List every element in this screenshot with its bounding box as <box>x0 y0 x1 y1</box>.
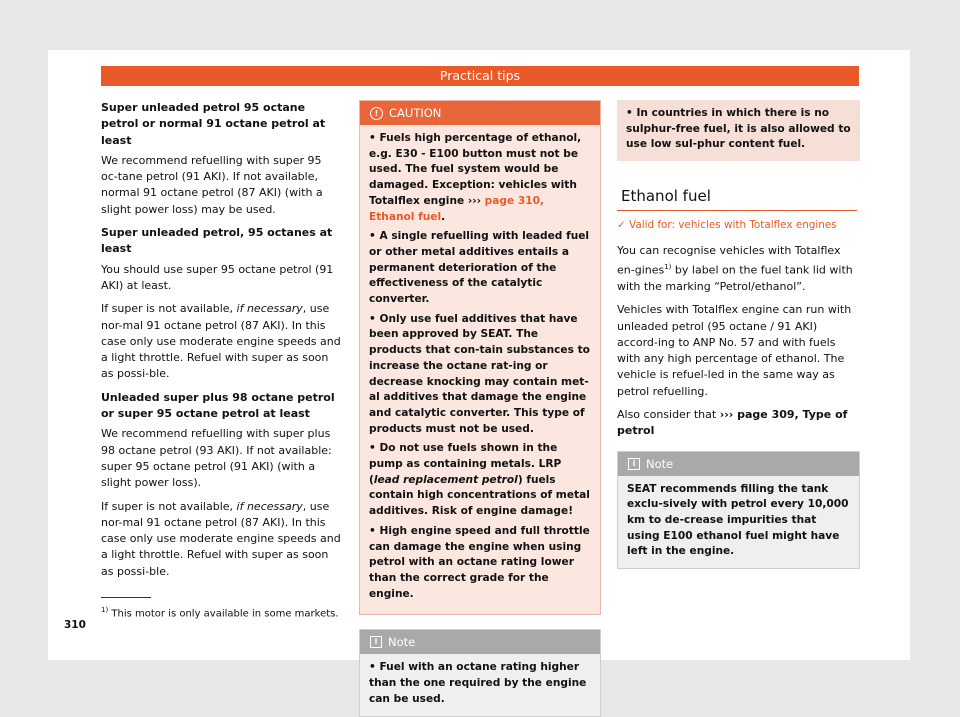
caution-box <box>359 100 601 615</box>
paragraph: If super is not available, if necessary, use nor-mal 91 octane petrol (87 AKI). In this case only use moderate engine speeds and a light throttle. Refuel with super as soon as possi-ble. <box>101 499 341 578</box>
warning-icon: ! <box>370 107 383 120</box>
note-box <box>617 451 860 570</box>
paragraph: If super is not available, if necessary, use nor-mal 91 octane petrol (87 AKI). In this case only use moderate engine speeds and a light throttle. Refuel with super as soon as possi-ble. <box>101 302 341 381</box>
info-icon: i <box>628 458 640 470</box>
paragraph: We recommend refuelling with super plus 98 octane petrol (93 AKI). If not available: super 95 octane petrol (91 AKI) (with a slight power loss). <box>101 427 332 490</box>
note-body: • Fuel with an octane rating higher than the one required by the engine can be used. <box>369 661 587 705</box>
caution-title: CAUTION <box>389 106 442 120</box>
column-middle <box>359 100 601 717</box>
section-title-ethanol-fuel: Ethanol fuel <box>621 187 711 206</box>
heading-super-95-or-91: Super unleaded petrol 95 octane petrol or normal 91 octane petrol at least <box>101 101 326 147</box>
page-link[interactable]: page 310, Ethanol fuel <box>369 194 544 223</box>
paragraph: You should use super 95 octane petrol (91 AKI) at least. <box>101 262 334 292</box>
continued-caution-box: • In countries in which there is no sulphur-free fuel, it is also allowed to use low sul-phur content fuel. <box>617 100 860 161</box>
paragraph: Vehicles with Totalflex engine can run with unleaded petrol (95 octane / 91 AKI) accord-ing to ANP No. 57 and with fuels with any high percentage of ethanol. The vehicle is refuel-led in the same way as petrol refuelling. <box>617 303 852 398</box>
page-link[interactable]: ››› page 309, Type of petrol <box>617 408 848 438</box>
footnote: $^{1)}$ This motor is only available in some markets. <box>101 606 339 620</box>
check-icon: ✓ <box>617 219 626 232</box>
caution-item: • High engine speed and full throttle can damage the engine when using petrol with an octane rating lower than the correct grade for the engine. <box>369 524 590 600</box>
page-number: 310 <box>64 619 86 631</box>
caution-item: • Do not use fuels shown in the pump as containing metals. LRP (lead replacement petrol) fuels contain high concentrations of metal additives. Risk of engine damage! <box>369 442 590 518</box>
paragraph: Also consider that ››› page 309, Type of petrol <box>617 408 848 438</box>
column-right <box>617 100 860 569</box>
footnote-ref: 1) <box>664 263 672 271</box>
caution-item: • Fuels high percentage of ethanol, e.g. E30 - E100 button must not be used. The fuel system would be damaged. Exception: vehicles with Totalflex engine ››› page 310, Ethanol fuel. <box>369 132 582 223</box>
heading-super-plus-98: Unleaded super plus 98 octane petrol or super 95 octane petrol at least <box>101 390 335 421</box>
caution-item: • A single refuelling with leaded fuel or other metal additives entails a permanent deterioration of the effectiveness of the catalytic converter. <box>369 230 590 306</box>
footnote-divider <box>101 597 151 598</box>
note-header <box>360 630 600 654</box>
caution-body <box>360 125 600 614</box>
title-divider <box>617 210 857 211</box>
note-title: Note <box>646 456 674 471</box>
note-body: SEAT recommends filling the tank exclu-sively with petrol every 10,000 km to de-crease impurities that using E100 ethanol fuel might have left in the engine. <box>627 482 849 558</box>
caution-header <box>360 101 600 125</box>
column-left <box>101 100 341 587</box>
note-title: Note <box>388 635 416 650</box>
note-header <box>618 452 859 476</box>
caution-item: • Only use fuel additives that have been approved by SEAT. The products that con-tain substances to increase the octane rat-ing or decrease knocking may contain met-al additives that damage the engine and catalytic converter. This type of products must not be used. <box>369 312 590 435</box>
paragraph: You can recognise vehicles with Totalflex en-gines$^{1)}$ by label on the fuel tank lid with with the marking “Petrol/ethanol”. <box>617 243 853 293</box>
paragraph: We recommend refuelling with super 95 oc-tane petrol (91 AKI). If not available, normal 91 octane petrol (87 AKI) (with a slight power loss) may be used. <box>101 153 323 216</box>
page-header: Practical tips <box>101 66 859 86</box>
heading-super-95: Super unleaded petrol, 95 octanes at least <box>101 226 333 256</box>
info-icon: i <box>370 636 382 648</box>
note-box <box>359 629 601 716</box>
validity-note: ✓ Valid for: vehicles with Totalflex engines <box>617 219 837 232</box>
